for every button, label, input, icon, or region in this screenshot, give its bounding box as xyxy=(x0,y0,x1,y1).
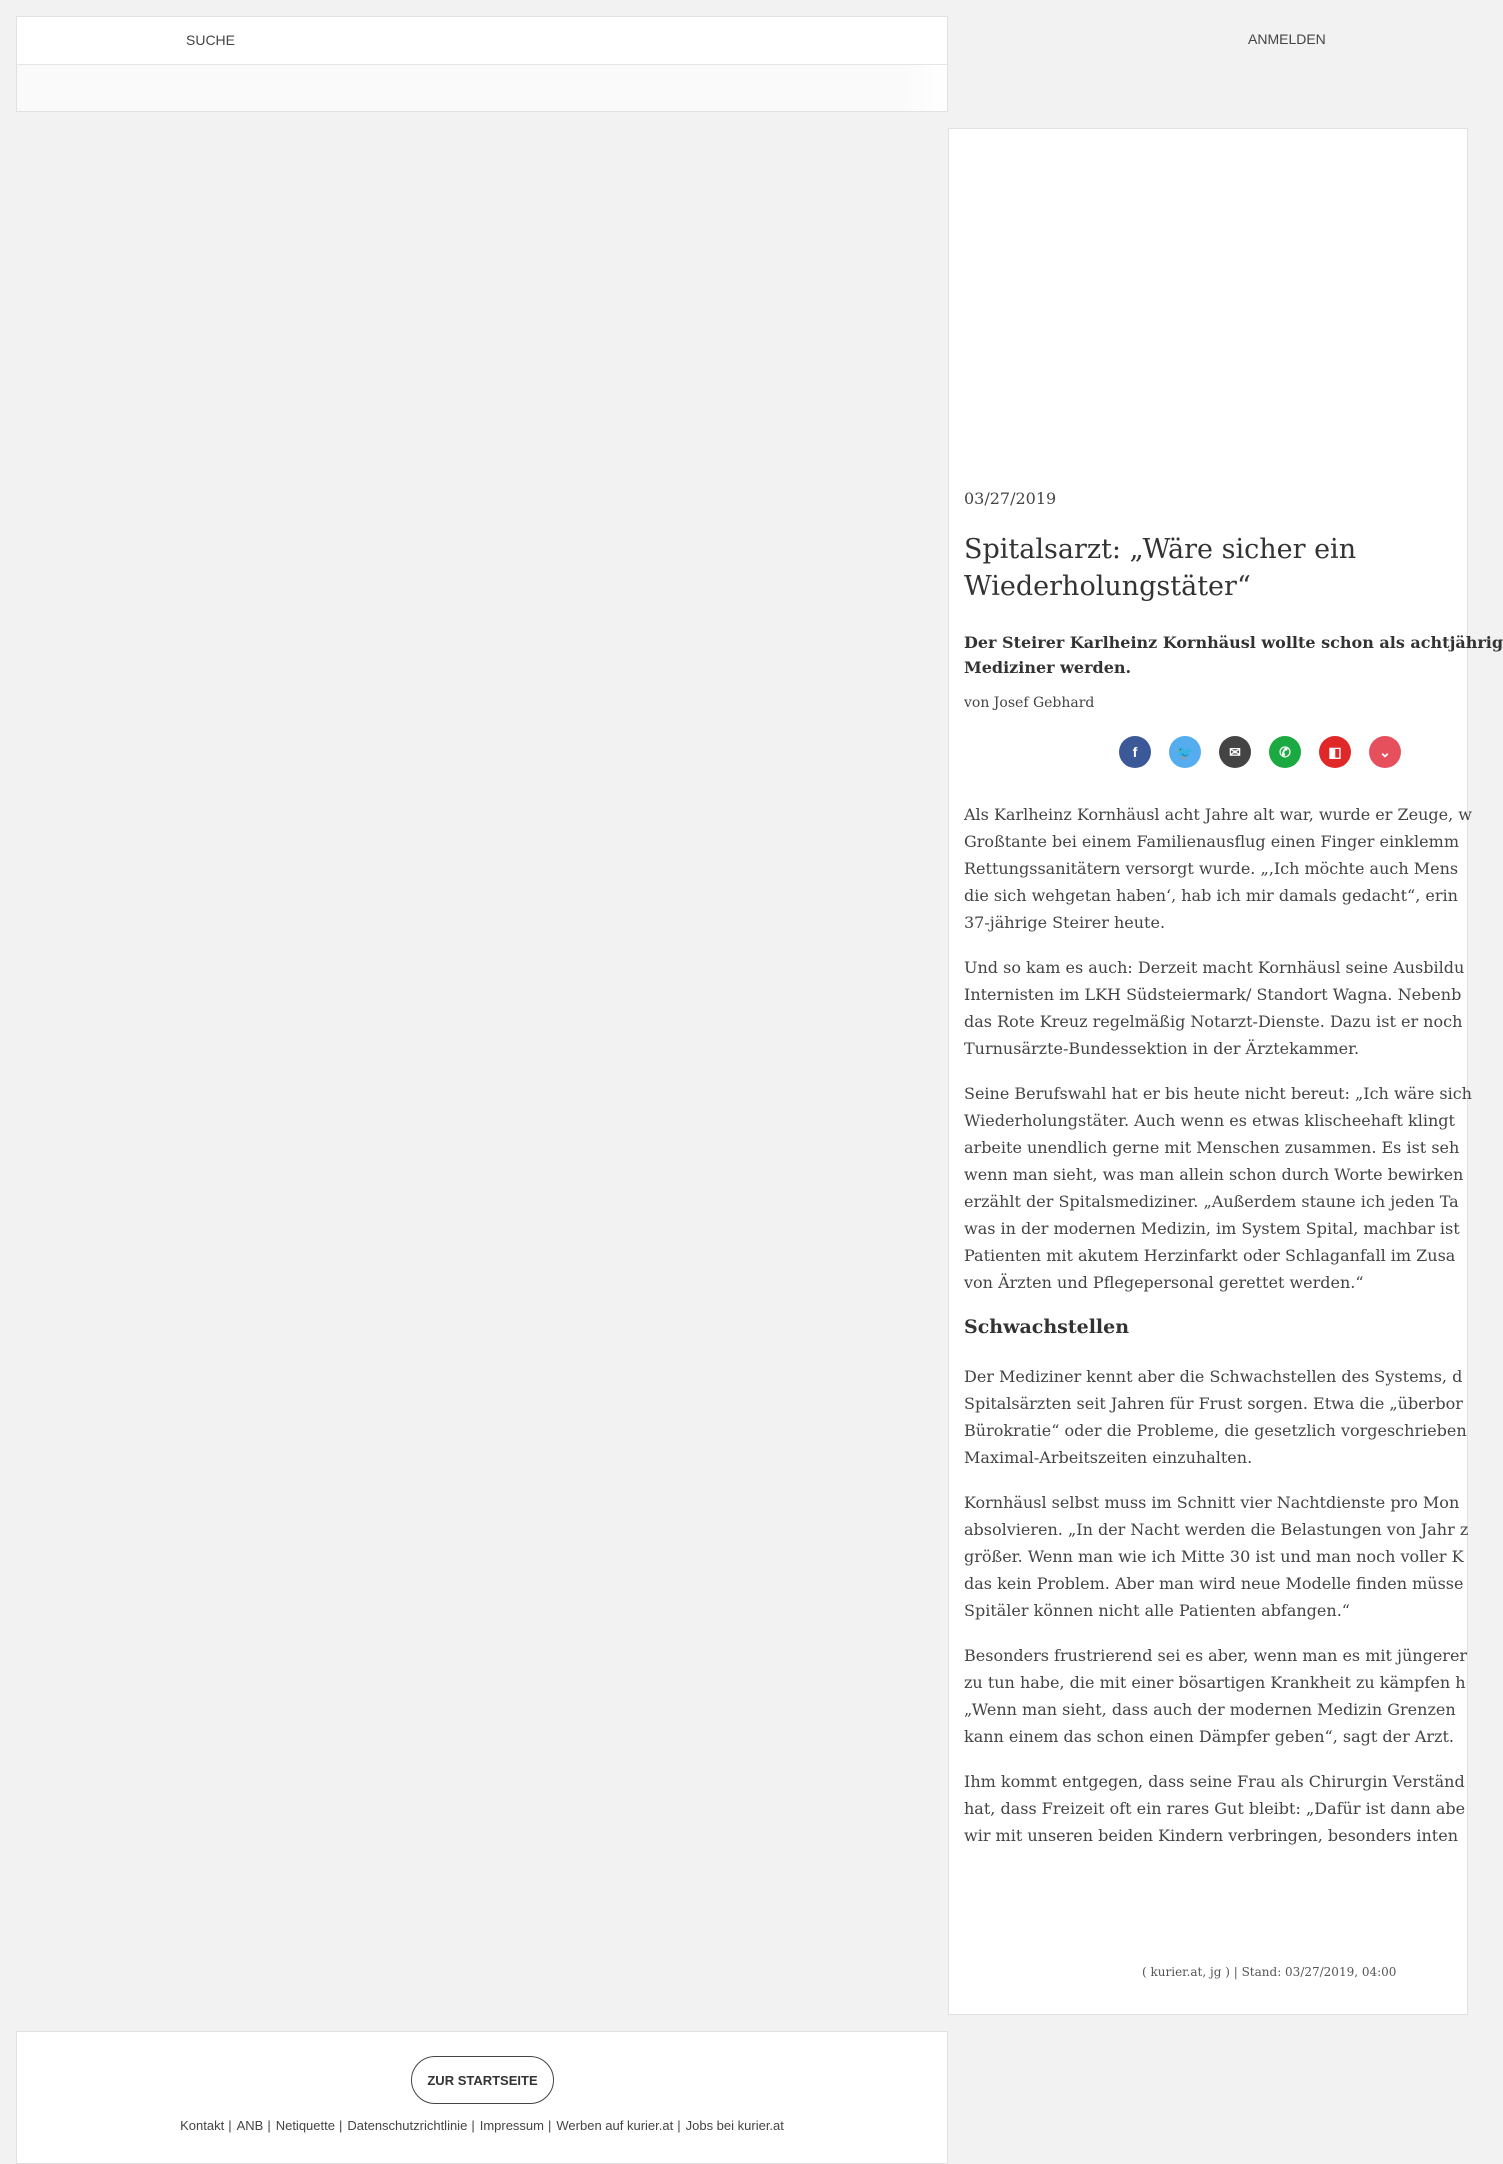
paragraph-line: größer. Wenn man wie ich Mitte 30 ist und man noch voller K xyxy=(964,1547,1464,1566)
footer xyxy=(16,2031,948,2164)
article-author: von Josef Gebhard xyxy=(964,695,1095,711)
footer-separator: | xyxy=(267,2118,271,2133)
paragraph-line: Als Karlheinz Kornhäusl acht Jahre alt war, wurde er Zeuge, w xyxy=(964,805,1472,824)
paragraph-line: Rettungssanitätern versorgt wurde. „‚Ich möchte auch Mens xyxy=(964,859,1459,878)
paragraph-line: Wiederholungstäter. Auch wenn es etwas klischeehaft klingt xyxy=(964,1111,1455,1130)
paragraph-line: das Rote Kreuz regelmäßig Notarzt-Dienste. Dazu ist er noch xyxy=(964,1012,1463,1031)
ad-placeholder xyxy=(949,129,1467,467)
paragraph-line: 37-jährige Steirer heute. xyxy=(964,913,1166,932)
paragraph-line: Großtante bei einem Familienausflug einen Finger einklemm xyxy=(964,832,1459,851)
search-link[interactable]: SUCHE xyxy=(186,32,236,48)
article-content xyxy=(949,489,1503,1849)
paragraph-line: Maximal-Arbeitszeiten einzuhalten. xyxy=(964,1448,1253,1467)
article-paragraph xyxy=(964,1363,1489,1471)
article-paragraph xyxy=(964,1489,1489,1624)
facebook-icon[interactable]: f xyxy=(1119,736,1151,768)
top-navigation-bar xyxy=(16,16,948,112)
footer-separator: | xyxy=(471,2118,475,2133)
paragraph-line: die sich wehgetan haben‘, hab ich mir damals gedacht“, erin xyxy=(964,886,1458,905)
paragraph-line: kann einem das schon einen Dämpfer geben“, sagt der Arzt. xyxy=(964,1727,1454,1746)
pocket-icon[interactable]: ⌄ xyxy=(1369,736,1401,768)
footer-separator: | xyxy=(548,2118,552,2133)
paragraph-line: „Wenn man sieht, dass auch der modernen Medizin Grenzen xyxy=(964,1700,1456,1719)
article-paragraph xyxy=(964,1080,1489,1296)
article-subheading: Schwachstellen xyxy=(964,1316,1130,1338)
twitter-icon[interactable]: 🐦 xyxy=(1169,736,1201,768)
paragraph-line: Und so kam es auch: Derzeit macht Kornhäusl seine Ausbildu xyxy=(964,958,1465,977)
paragraph-line: Besonders frustrierend sei es aber, wenn man es mit jüngerer xyxy=(964,1646,1468,1665)
paragraph-line: wir mit unseren beiden Kindern verbringen, besonders inten xyxy=(964,1826,1458,1845)
paragraph-line: Ihm kommt entgegen, dass seine Frau als Chirurgin Verständ xyxy=(964,1772,1465,1791)
paragraph-line: erzählt der Spitalsmediziner. „Außerdem staune ich jeden Ta xyxy=(964,1192,1459,1211)
footer-separator: | xyxy=(228,2118,232,2133)
paragraph-line: Internisten im LKH Südsteiermark/ Standort Wagna. Nebenb xyxy=(964,985,1462,1004)
paragraph-line: Der Mediziner kennt aber die Schwachstellen des Systems, d xyxy=(964,1367,1463,1386)
paragraph-line: hat, dass Freizeit oft ein rares Gut bleibt: „Dafür ist dann abe xyxy=(964,1799,1466,1818)
whatsapp-icon[interactable]: ✆ xyxy=(1269,736,1301,768)
article-card xyxy=(948,128,1503,2015)
footer-link[interactable]: ANB xyxy=(236,2118,264,2133)
footer-link[interactable]: Netiquette xyxy=(275,2118,335,2133)
paragraph-line: wenn man sieht, was man allein schon durch Worte bewirken xyxy=(964,1165,1464,1184)
paragraph-line: zu tun habe, die mit einer bösartigen Krankheit zu kämpfen h xyxy=(964,1673,1466,1692)
paragraph-line: Turnusärzte-Bundessektion in der Ärztekammer. xyxy=(964,1039,1360,1058)
home-button[interactable]: ZUR STARTSEITE xyxy=(411,2056,554,2104)
paragraph-line: absolvieren. „In der Nacht werden die Belastungen von Jahr z xyxy=(964,1520,1469,1539)
paragraph-line: das kein Problem. Aber man wird neue Modelle finden müsse xyxy=(964,1574,1464,1593)
paragraph-line: Bürokratie“ oder die Probleme, die gesetzlich vorgeschrieben xyxy=(964,1421,1467,1440)
paragraph-line: Seine Berufswahl hat er bis heute nicht bereut: „Ich wäre sich xyxy=(964,1084,1472,1103)
paragraph-line: was in der modernen Medizin, im System Spital, machbar ist xyxy=(964,1219,1460,1238)
flipboard-icon[interactable]: ◧ xyxy=(1319,736,1351,768)
article-lead xyxy=(964,630,1503,680)
footer-link[interactable]: Werben auf kurier.at xyxy=(556,2118,674,2133)
footer-separator: | xyxy=(677,2118,681,2133)
header-subnav-strip xyxy=(17,65,947,111)
article-paragraph xyxy=(964,1642,1489,1750)
footer-link[interactable]: Jobs bei kurier.at xyxy=(685,2118,784,2133)
article-date: 03/27/2019 xyxy=(964,489,1057,508)
paragraph-line: arbeite unendlich gerne mit Menschen zusammen. Es ist seh xyxy=(964,1138,1460,1157)
footer-link[interactable]: Datenschutzrichtlinie xyxy=(347,2118,468,2133)
article-paragraph xyxy=(964,801,1489,936)
article-body xyxy=(964,801,1489,1849)
article-title: Spitalsarzt: „Wäre sicher ein Wiederholungstäter“ xyxy=(964,534,1357,602)
article-paragraph xyxy=(964,1768,1489,1849)
login-link[interactable]: ANMELDEN xyxy=(1248,31,1326,47)
article-credit: ( kurier.at, jg ) | Stand: 03/27/2019, 04:00 xyxy=(1142,1965,1397,1979)
paragraph-line: Spitäler können nicht alle Patienten abfangen.“ xyxy=(964,1601,1350,1620)
paragraph-line: Kornhäusl selbst muss im Schnitt vier Nachtdienste pro Mon xyxy=(964,1493,1460,1512)
header-row xyxy=(17,17,947,65)
footer-link[interactable]: Impressum xyxy=(479,2118,544,2133)
paragraph-line: Patienten mit akutem Herzinfarkt oder Schlaganfall im Zusa xyxy=(964,1246,1456,1265)
share-bar xyxy=(964,711,1489,781)
email-icon[interactable]: ✉ xyxy=(1219,736,1251,768)
footer-link[interactable]: Kontakt xyxy=(180,2118,225,2133)
paragraph-line: Spitalsärzten seit Jahren für Frust sorgen. Etwa die „überbor xyxy=(964,1394,1463,1413)
article-paragraph xyxy=(964,954,1489,1062)
lead-line: Mediziner werden. xyxy=(964,658,1132,677)
paragraph-line: von Ärzten und Pflegepersonal gerettet werden.“ xyxy=(964,1273,1364,1292)
footer-links xyxy=(17,2118,947,2133)
lead-line: Der Steirer Karlheinz Kornhäusl wollte schon als achtjährig xyxy=(964,633,1503,652)
footer-separator: | xyxy=(338,2118,343,2133)
